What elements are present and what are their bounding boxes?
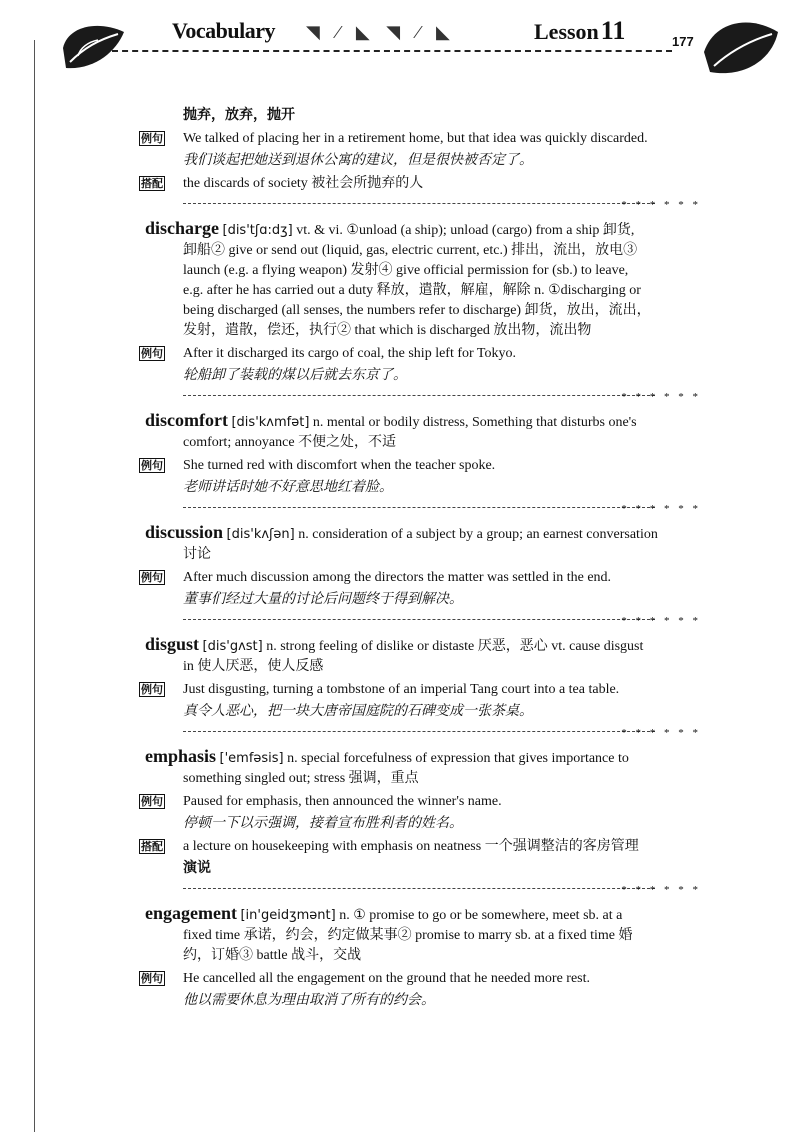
entry-discharge <box>141 218 705 386</box>
example-tag: 例句 <box>141 571 163 584</box>
definition-line: being discharged (all senses, the numbers refer to discharge) 卸货，放出，流出， <box>183 303 651 318</box>
example-text: After it discharged its cargo of coal, the ship left for Tokyo. <box>183 346 516 361</box>
headword: emphasis <box>145 746 217 766</box>
definition-line: launch (e.g. a flying weapon) 发射④ give official permission for (sb.) to leave, <box>183 263 629 278</box>
definition-line: e.g. after he has carried out a duty 释放，遣散，解雇，解除 n. ①discharging or <box>183 283 641 298</box>
example-tag: 例句 <box>141 459 163 472</box>
definition-line: 约，订婚③ battle 战斗，交战 <box>183 948 362 963</box>
header-decoration: ◥ ⁄ ◣ ◥ ⁄ ◣ <box>306 22 456 42</box>
separator-stars: * * * * * * <box>621 727 701 739</box>
separator-stars: * * * * * * <box>621 884 701 896</box>
headword: discussion <box>145 522 224 542</box>
separator-stars: * * * * * * <box>621 199 701 211</box>
definition-line: 卸船② give or send out (liquid, gas, electric current, etc.) 排出，流出，放电③ <box>183 243 638 258</box>
entry-separator <box>145 885 705 899</box>
definition-line: n. strong feeling of dislike or distaste 厌恶，恶心 vt. cause disgust <box>266 639 644 654</box>
example-sentence <box>141 969 705 989</box>
example-sentence <box>141 344 705 364</box>
example-translation: 停顿一下以示强调，接着宣布胜利者的姓名。 <box>183 816 463 831</box>
definition-line: fixed time 承诺，约会，约定做某事② promise to marry sb. at a fixed time 婚 <box>183 928 633 943</box>
headword: discharge <box>145 218 219 238</box>
example-text: After much discussion among the directors the matter was settled in the end. <box>183 570 612 585</box>
example-tag: 例句 <box>141 972 163 985</box>
example-tag: 例句 <box>141 795 163 808</box>
entry-emphasis <box>141 746 705 879</box>
lesson-label <box>534 16 625 46</box>
header-title: Vocabulary <box>172 18 275 43</box>
entry-disgust <box>141 634 705 722</box>
page-content <box>141 106 705 1011</box>
collocation <box>141 837 705 857</box>
lesson-word: Lesson <box>534 19 599 44</box>
entry-discomfort <box>141 410 705 498</box>
example-text: Just disgusting, turning a tombstone of an imperial Tang court into a tea table. <box>183 682 620 697</box>
example-sentence <box>141 456 705 476</box>
phonetic: [dis'gʌst] <box>202 639 263 654</box>
example-translation: 真令人恶心，把一块大唐帝国庭院的石碑变成一张茶桌。 <box>183 704 533 719</box>
page-header <box>0 0 800 100</box>
definition-line: comfort; annoyance 不便之处，不适 <box>183 435 397 450</box>
collocation-tag: 搭配 <box>141 840 163 853</box>
definition-line: in 使人厌恶，使人反感 <box>183 659 324 674</box>
entry-separator <box>145 728 705 742</box>
definition-line: vt. & vi. ①unload (a ship); unload (cargo) from a ship 卸货, <box>296 223 635 238</box>
entry-separator <box>145 616 705 630</box>
separator-stars: * * * * * * <box>621 615 701 627</box>
example-translation: 我们谈起把她送到退休公寓的建议，但是很快被否定了。 <box>183 153 533 168</box>
definition-line: n. special forcefulness of expression that gives importance to <box>287 751 629 766</box>
collocation-text: a lecture on housekeeping with emphasis on neatness 一个强调整洁的客房管理 <box>183 839 639 854</box>
phonetic: [dis'kʌʃən] <box>226 527 295 542</box>
example-translation: 轮船卸了装载的煤以后就去东京了。 <box>183 368 407 383</box>
example-sentence <box>141 680 705 700</box>
definition-line: 发射，遣散，偿还，执行② that which is discharged 放出物，流出物 <box>183 323 592 338</box>
definition-line: 讨论 <box>183 547 211 562</box>
leaf-ornament-left <box>58 18 128 74</box>
headword: discomfort <box>145 410 228 430</box>
example-translation: 他以需要休息为理由取消了所有的约会。 <box>183 993 435 1008</box>
example-text: Paused for emphasis, then announced the winner's name. <box>183 794 502 809</box>
definition-line: n. mental or bodily distress, Something that disturbs one's <box>312 415 637 430</box>
entry-discussion <box>141 522 705 610</box>
example-text: He cancelled all the engagement on the ground that he needed more rest. <box>183 971 590 986</box>
example-sentence <box>141 792 705 812</box>
example-tag: 例句 <box>141 347 163 360</box>
header-dashed-rule <box>112 50 672 52</box>
page-border <box>34 40 35 1132</box>
lesson-number: 11 <box>600 16 626 45</box>
collocation <box>141 174 705 194</box>
definition-cn: 抛弃，放弃，抛开 <box>183 108 295 123</box>
example-translation: 老师讲话时她不好意思地红着脸。 <box>183 480 393 495</box>
example-sentence <box>141 568 705 588</box>
phonetic: [in'geidʒmənt] <box>240 908 336 923</box>
leaf-ornament-right <box>700 12 782 82</box>
definition-line: n. consideration of a subject by a group; an earnest conversation <box>298 527 658 542</box>
example-text: She turned red with discomfort when the teacher spoke. <box>183 458 496 473</box>
headword: disgust <box>145 634 200 654</box>
entry-engagement <box>141 903 705 1011</box>
phonetic: [dis'kʌmfət] <box>231 415 310 430</box>
example-translation: 董事们经过大量的讨论后问题终于得到解决。 <box>183 592 463 607</box>
example-tag: 例句 <box>141 132 163 145</box>
separator-stars: * * * * * * <box>621 503 701 515</box>
phonetic: ['emfəsis] <box>219 751 284 766</box>
example-tag: 例句 <box>141 683 163 696</box>
separator-stars: * * * * * * <box>621 391 701 403</box>
collocation-continuation: 演说 <box>183 861 211 876</box>
entry-separator <box>145 200 705 214</box>
example-text: We talked of placing her in a retirement home, but that idea was quickly discarded. <box>183 131 648 146</box>
page-number: 177 <box>672 34 694 49</box>
entry-separator <box>145 392 705 406</box>
phonetic: [dis'tʃɑ:dʒ] <box>222 223 293 238</box>
headword: engagement <box>145 903 237 923</box>
entry-separator <box>145 504 705 518</box>
example-sentence <box>141 129 705 149</box>
collocation-tag: 搭配 <box>141 177 163 190</box>
definition-line: something singled out; stress 强调，重点 <box>183 771 419 786</box>
collocation-text: the discards of society 被社会所抛弃的人 <box>183 176 424 191</box>
definition-line: n. ① promise to go or be somewhere, meet sb. at a <box>339 908 623 923</box>
